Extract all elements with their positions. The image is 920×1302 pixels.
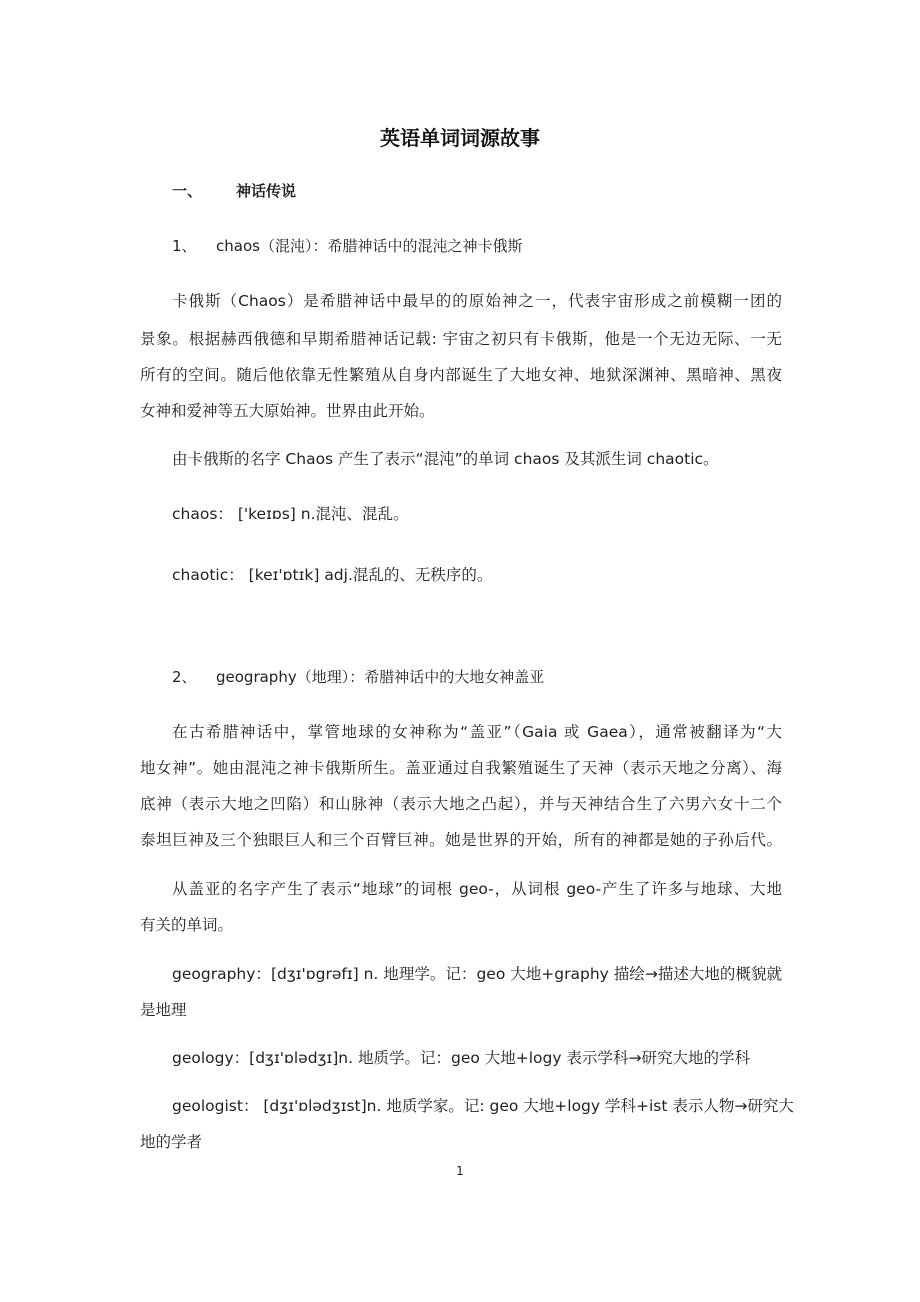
word-entry-chaotic: chaotic： [keɪ'ɒtɪk] adj.混乱的、无秩序的。 <box>172 566 493 584</box>
derivation-text: 由卡俄斯的名字 Chaos 产生了表示“混沌”的单词 chaos 及其派生词 chaotic。 <box>172 450 719 468</box>
paragraph-line: 泰坦巨神及三个独眼巨人和三个百臂巨神。她是世界的开始，所有的神都是她的子孙后代。 <box>140 831 782 849</box>
word-entry-geologist-cont: 地的学者 <box>140 1133 203 1151</box>
word-entry-chaos: chaos： ['keɪɒs] n.混沌、混乱。 <box>172 505 409 523</box>
item-heading-1 <box>172 235 523 256</box>
item-title: geography（地理）：希腊神话中的大地女神盖亚 <box>216 668 545 686</box>
derivation-line: 从盖亚的名字产生了表示“地球”的词根 geo-，从词根 geo-产生了许多与地球、大地 <box>172 880 782 898</box>
section-heading <box>172 180 297 201</box>
section-title: 神话传说 <box>236 182 297 200</box>
item-number: 1、 <box>172 237 197 255</box>
paragraph-line: 地女神”。她由混沌之神卡俄斯所生。盖亚通过自我繁殖诞生了天神（表示天地之分离）、海 <box>140 759 782 777</box>
word-entry-geology: geology：[dʒɪ'ɒlədʒɪ]n. 地质学。记：geo 大地+logy 表示学科→研究大地的学科 <box>172 1049 750 1067</box>
page-number: 1 <box>456 1164 464 1178</box>
word-entry-geography-cont: 是地理 <box>140 1001 187 1019</box>
paragraph-line: 底神（表示大地之凹陷）和山脉神（表示大地之凸起），并与天神结合生了六男六女十二个 <box>140 795 782 813</box>
paragraph-line: 在古希腊神话中，掌管地球的女神称为“盖亚”（Gaia 或 Gaea），通常被翻译为“大 <box>172 723 782 741</box>
word-entry-geography: geography：[dʒɪ'ɒgrəfɪ] n. 地理学。记：geo 大地+graphy 描绘→描述大地的概貌就 <box>172 965 782 983</box>
derivation-line: 有关的单词。 <box>140 916 234 934</box>
section-number: 一、 <box>172 182 203 200</box>
paragraph-line: 女神和爱神等五大原始神。世界由此开始。 <box>140 402 435 420</box>
item-heading-2 <box>172 666 545 687</box>
paragraph-line: 卡俄斯（Chaos）是希腊神话中最早的的原始神之一，代表宇宙形成之前模糊一团的 <box>172 292 782 310</box>
document-title: 英语单词词源故事 <box>380 126 540 150</box>
paragraph-line: 所有的空间。随后他依靠无性繁殖从自身内部诞生了大地女神、地狱深渊神、黑暗神、黑夜 <box>140 366 782 384</box>
word-entry-geologist: geologist： [dʒɪ'ɒlədʒɪst]n. 地质学家。记: geo 大地+logy 学科+ist 表示人物→研究大 <box>172 1097 794 1115</box>
item-number: 2、 <box>172 668 197 686</box>
paragraph-line: 景象。根据赫西俄德和早期希腊神话记载: 宇宙之初只有卡俄斯，他是一个无边无际、一无 <box>140 330 782 348</box>
item-title: chaos（混沌）：希腊神话中的混沌之神卡俄斯 <box>216 237 523 255</box>
